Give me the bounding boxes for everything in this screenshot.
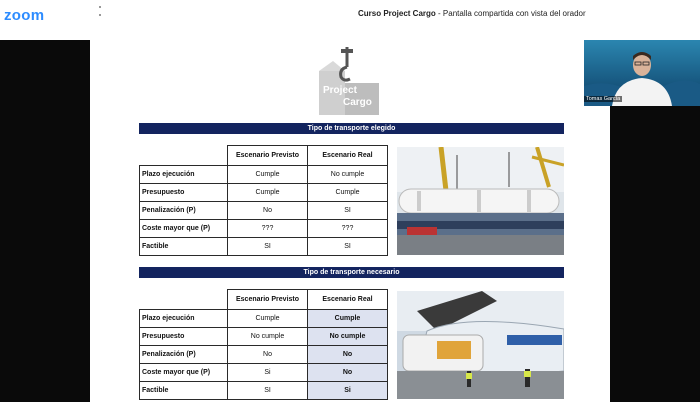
cell-real: No: [308, 364, 388, 382]
zoom-logo: zoom: [4, 7, 45, 24]
row-label: Factible: [140, 382, 228, 400]
cell-real: No cumple: [308, 328, 388, 346]
window-title-rest: - Pantalla compartida con vista del orador: [435, 9, 586, 18]
ship-cargo-photo: [397, 147, 564, 255]
cell-previsto: Cumple: [228, 184, 308, 202]
column-header-previsto: Escenario Previsto: [228, 290, 308, 310]
row-label: Presupuesto: [140, 184, 228, 202]
row-label: Coste mayor que (P): [140, 364, 228, 382]
speaker-name-label: Tomas García: [586, 96, 621, 102]
table-corner: [140, 290, 228, 310]
section-title-necesario: Tipo de transporte necesario: [139, 267, 564, 278]
cell-previsto: No: [228, 346, 308, 364]
row-label: Penalización (P): [140, 202, 228, 220]
window-title: [358, 9, 586, 18]
cell-previsto: SI: [228, 382, 308, 400]
drag-handle-icon[interactable]: [99, 6, 102, 18]
cell-previsto: Cumple: [228, 166, 308, 184]
project-cargo-logo: [317, 45, 379, 117]
aircraft-cargo-photo: [397, 291, 564, 399]
cell-previsto: Cumple: [228, 310, 308, 328]
row-label: Plazo ejecución: [140, 310, 228, 328]
table-row: [140, 238, 388, 256]
table-row: [140, 310, 388, 328]
logo-word-cargo: Cargo: [343, 97, 372, 108]
table-row: [140, 328, 388, 346]
cell-previsto: ???: [228, 220, 308, 238]
cell-real: SI: [308, 238, 388, 256]
cell-real: Cumple: [308, 184, 388, 202]
window-title-bold: Curso Project Cargo: [358, 9, 436, 18]
column-header-real: Escenario Real: [308, 146, 388, 166]
row-label: Plazo ejecución: [140, 166, 228, 184]
letterbox-left: [0, 40, 90, 402]
cell-previsto: Si: [228, 364, 308, 382]
table-row: [140, 202, 388, 220]
cell-real: SI: [308, 202, 388, 220]
cell-real: Si: [308, 382, 388, 400]
cell-previsto: No: [228, 202, 308, 220]
table-row: [140, 364, 388, 382]
zoom-title-bar: [0, 0, 700, 40]
table-row: [140, 346, 388, 364]
table-row: [140, 220, 388, 238]
cell-real: No cumple: [308, 166, 388, 184]
criteria-table-elegido: [139, 145, 388, 256]
table-row: [140, 166, 388, 184]
cell-real: ???: [308, 220, 388, 238]
row-label: Factible: [140, 238, 228, 256]
table-header-row: [140, 290, 388, 310]
column-header-real: Escenario Real: [308, 290, 388, 310]
cell-previsto: No cumple: [228, 328, 308, 346]
table-row: [140, 184, 388, 202]
row-label: Presupuesto: [140, 328, 228, 346]
logo-word-project: Project: [323, 85, 357, 96]
row-label: Penalización (P): [140, 346, 228, 364]
cell-previsto: SI: [228, 238, 308, 256]
row-label: Coste mayor que (P): [140, 220, 228, 238]
column-header-previsto: Escenario Previsto: [228, 146, 308, 166]
table-corner: [140, 146, 228, 166]
table-row: [140, 382, 388, 400]
cell-real: No: [308, 346, 388, 364]
criteria-table-necesario: [139, 289, 388, 400]
cell-real: Cumple: [308, 310, 388, 328]
section-title-elegido: Tipo de transporte elegido: [139, 123, 564, 134]
table-header-row: [140, 146, 388, 166]
